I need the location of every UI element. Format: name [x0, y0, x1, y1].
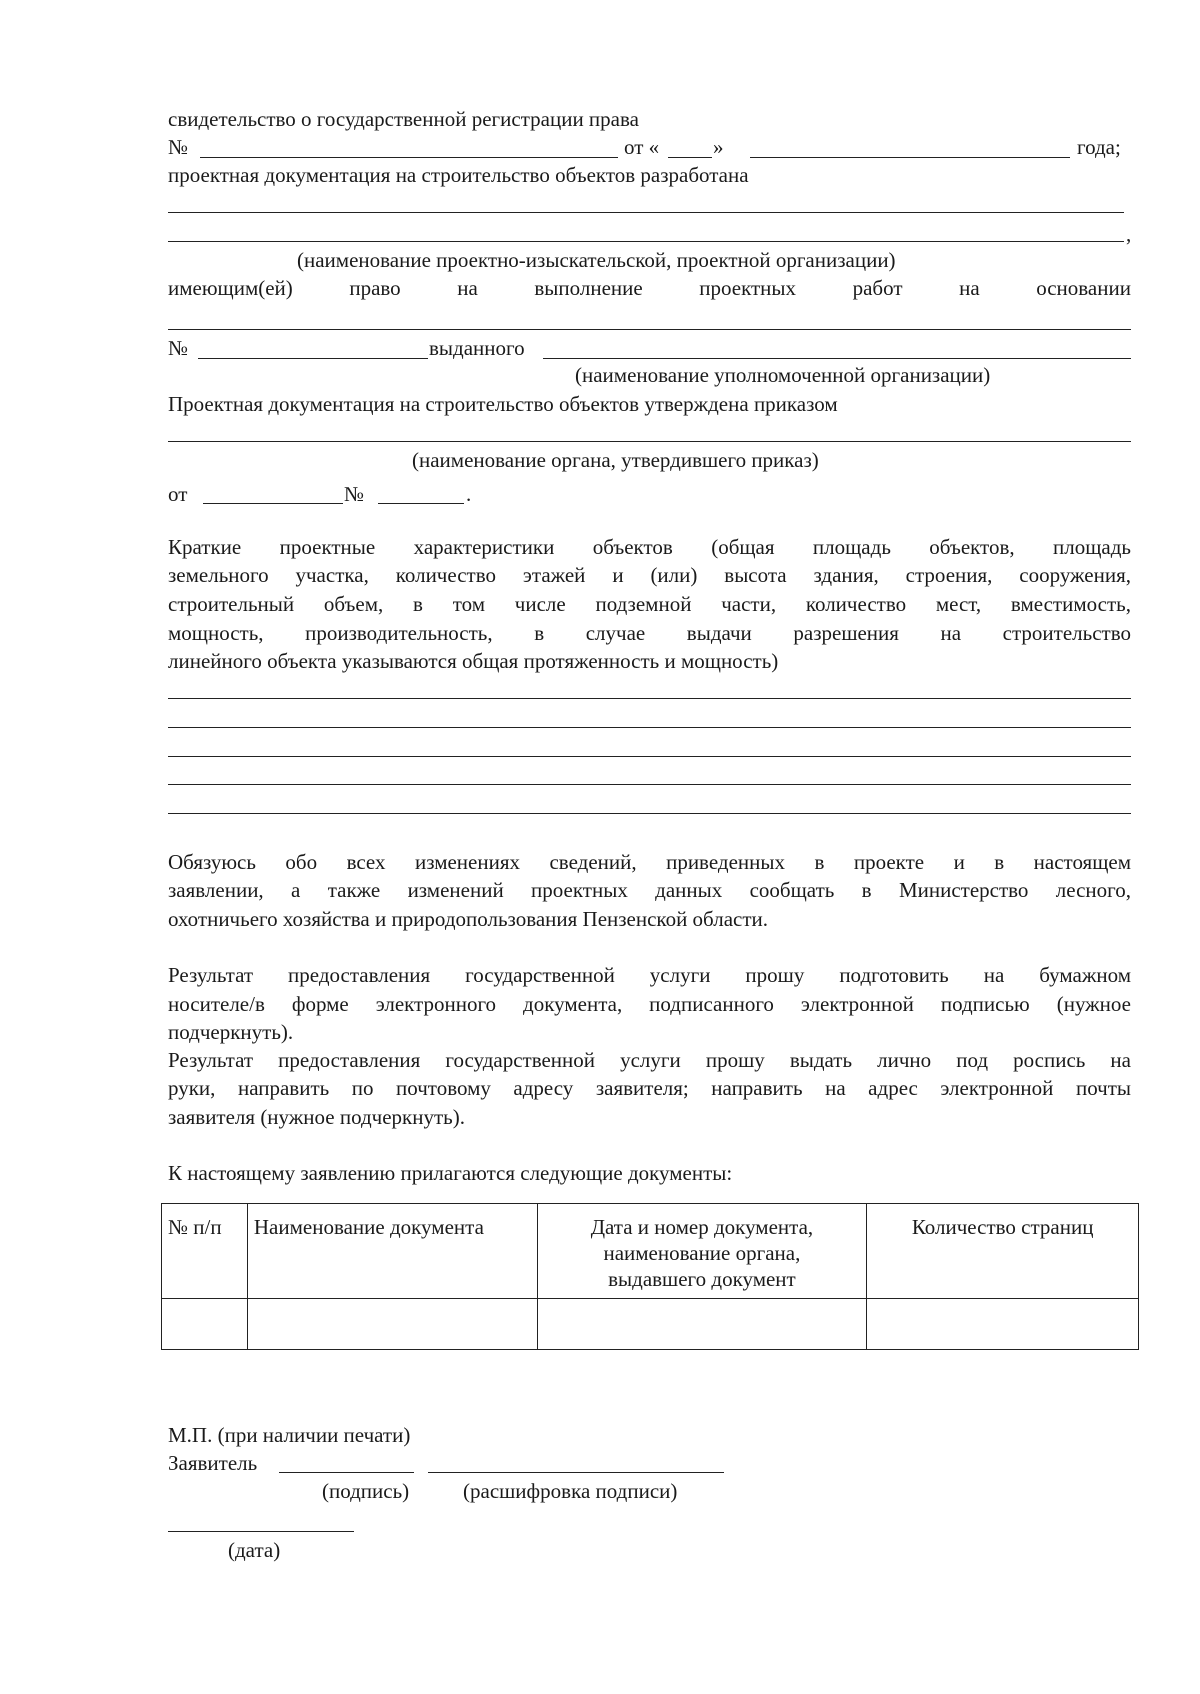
cell-pages-field[interactable]	[867, 1299, 1139, 1350]
license-issuer-field[interactable]	[543, 358, 1131, 359]
rights-word: выполнение	[534, 276, 643, 300]
project-org-comma: ,	[1126, 222, 1132, 246]
characteristics-line: мощность, производительность, в случае выдачи разрешения на строительство	[168, 621, 1131, 645]
signature-decode-field[interactable]	[428, 1472, 724, 1473]
order-date-field[interactable]	[203, 503, 343, 504]
license-no-label: №	[168, 336, 189, 360]
obligation-line-last: охотничьего хозяйства и природопользования Пензенской области.	[168, 907, 769, 931]
table-header-row	[162, 1204, 1139, 1299]
reg-cert-day-field[interactable]	[668, 157, 712, 158]
result2-line: Результат предоставления государственной услуги прошу выдать лично под роспись на	[168, 1048, 1131, 1072]
reg-cert-from-close: »	[713, 135, 724, 159]
license-number-field[interactable]	[198, 358, 428, 359]
rights-word: имеющим(ей)	[168, 276, 293, 300]
characteristics-field-2[interactable]	[168, 727, 1131, 728]
attachments-table	[161, 1203, 1139, 1350]
header-cell-pages: Количество страниц	[867, 1204, 1139, 1299]
reg-cert-date-field[interactable]	[750, 157, 1070, 158]
characteristics-field-5[interactable]	[168, 813, 1131, 814]
rights-word: работ	[852, 276, 903, 300]
cell-number-field[interactable]	[162, 1299, 248, 1350]
project-dev-line: проектная документация на строительство объектов разработана	[168, 163, 749, 187]
obligation-line: Обязуюсь обо всех изменениях сведений, приведенных в проекте и в настоящем	[168, 850, 1131, 874]
date-field[interactable]	[168, 1531, 354, 1532]
approved-line: Проектная документация на строительство объектов утверждена приказом	[168, 392, 838, 416]
obligation-line: заявлении, а также изменений проектных данных сообщать в Министерство лесного,	[168, 878, 1131, 902]
characteristics-line-last: линейного объекта указываются общая протяженность и мощность)	[168, 649, 779, 673]
reg-cert-year-label: года;	[1077, 135, 1121, 159]
stamp-note: М.П. (при наличии печати)	[168, 1423, 411, 1447]
cell-doc-date-field[interactable]	[537, 1299, 867, 1350]
result1-line-last: подчеркнуть).	[168, 1020, 294, 1044]
order-no-label: №	[344, 482, 365, 506]
rights-word: проектных	[699, 276, 797, 300]
attachments-intro: К настоящему заявлению прилагаются следующие документы:	[168, 1161, 733, 1185]
project-org-caption: (наименование проектно-изыскательской, проектной организации)	[297, 248, 896, 272]
result2-line-last: заявителя (нужное подчеркнуть).	[168, 1105, 465, 1129]
reg-cert-line: свидетельство о государственной регистрации права	[168, 107, 639, 131]
project-org-field-1[interactable]	[168, 212, 1124, 213]
signature-decode-caption: (расшифровка подписи)	[463, 1479, 678, 1503]
reg-cert-from-label: от «	[624, 135, 660, 159]
rights-word: право	[349, 276, 401, 300]
result1-line: носителе/в форме электронного документа, подписанного электронной подписью (нужное	[168, 992, 1131, 1016]
approval-body-field[interactable]	[168, 441, 1131, 442]
header-cell-number: № п/п	[162, 1204, 248, 1299]
license-issuer-caption: (наименование уполномоченной организации)	[575, 363, 991, 387]
characteristics-field-3[interactable]	[168, 756, 1131, 757]
order-number-field[interactable]	[378, 503, 464, 504]
header-cell-doc-date: Дата и номер документа, наименование органа, выдавшего документ	[537, 1204, 867, 1299]
signature-field[interactable]	[279, 1472, 414, 1473]
applicant-label: Заявитель	[168, 1451, 258, 1475]
characteristics-line: Краткие проектные характеристики объектов (общая площадь объектов, площадь	[168, 535, 1131, 559]
rights-word: на	[959, 276, 980, 300]
characteristics-line: земельного участка, количество этажей и (или) высота здания, строения, сооружения,	[168, 563, 1131, 587]
rights-basis-line	[168, 275, 1131, 301]
result2-line: руки, направить по почтовому адресу заявителя; направить на адрес электронной почты	[168, 1076, 1131, 1100]
approval-body-caption: (наименование органа, утвердившего приказ)	[412, 448, 819, 472]
order-dot: .	[466, 482, 472, 506]
header-cell-doc-name: Наименование документа	[247, 1204, 537, 1299]
reg-cert-no-label: №	[168, 135, 189, 159]
characteristics-field-4[interactable]	[168, 784, 1131, 785]
rights-basis-field[interactable]	[168, 329, 1131, 330]
table-row	[162, 1299, 1139, 1350]
result1-line: Результат предоставления государственной услуги прошу подготовить на бумажном	[168, 963, 1131, 987]
characteristics-field-1[interactable]	[168, 698, 1131, 699]
rights-word: основании	[1036, 276, 1131, 300]
project-org-field-2[interactable]	[168, 241, 1124, 242]
cell-doc-name-field[interactable]	[247, 1299, 537, 1350]
reg-cert-number-field[interactable]	[200, 157, 618, 158]
signature-caption: (подпись)	[322, 1479, 410, 1503]
date-caption: (дата)	[228, 1538, 281, 1562]
license-issued-label: выданного	[429, 336, 525, 360]
characteristics-line: строительный объем, в том числе подземной части, количество мест, вместимость,	[168, 592, 1131, 616]
order-from-label: от	[168, 482, 188, 506]
rights-word: на	[457, 276, 478, 300]
